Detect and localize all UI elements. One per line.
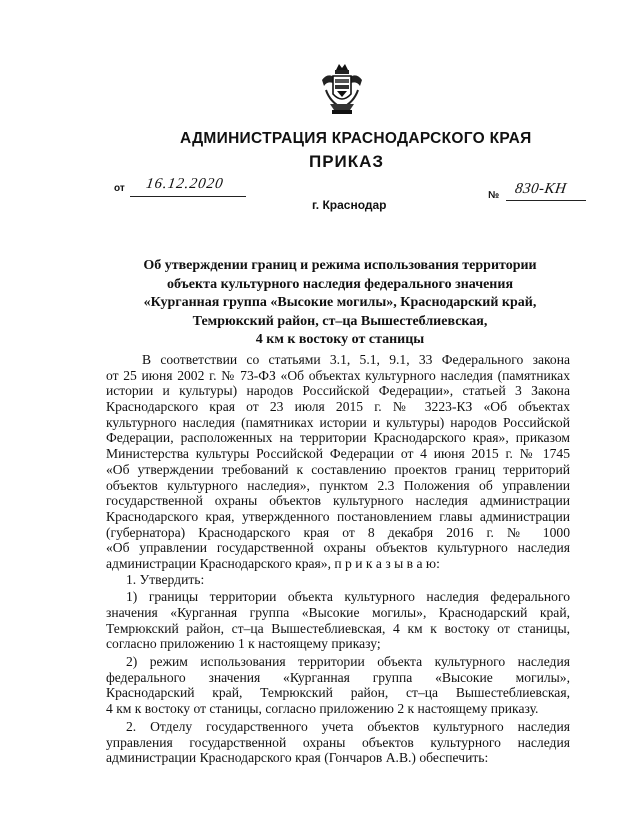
title-line: Темрюкский район, ст–ца Вышестеблиевская, <box>192 313 488 329</box>
item-1-heading: 1. Утвердить: <box>126 571 205 587</box>
item-2-line: управления государственной охраны объектов культурного наследия <box>106 734 570 750</box>
preamble-line: от 25 июня 2002 г. № 73-ФЗ «Об объектах культурного наследия (памятниках <box>106 367 570 383</box>
title-line: Об утверждении границ и режима использования территории <box>143 258 537 273</box>
date-underline <box>130 196 246 197</box>
title-line: «Курганная группа «Высокие могилы», Краснодарский край, <box>143 295 537 310</box>
item-1-2-line: федерального значения «Курганная группа «Высокие могилы», <box>106 669 570 685</box>
number-prefix: № <box>488 190 500 201</box>
item-1-2-line: 4 км к востоку от станицы, согласно приложению 2 к настоящему приказу. <box>106 701 539 717</box>
preamble-line: (губернатора) Краснодарского края от 8 декабря 2016 г. № 1000 <box>106 524 570 540</box>
preamble-line: «Об утверждении требований к составлению проектов границ территорий <box>106 461 570 477</box>
document-title <box>120 257 560 350</box>
preamble-line: В соответствии со статьями 3.1, 5.1, 9.1, 33 Федерального закона <box>142 352 570 367</box>
item-2-line: 2. Отделу государственного учета объектов культурного наследия <box>126 718 570 734</box>
number-underline <box>506 200 586 201</box>
item-1-1-line: 1) границы территории объекта культурного наследия федерального <box>126 589 570 605</box>
city: г. Краснодар <box>312 198 387 212</box>
item-1-2-line: 2) режим использования территории объекта культурного наследия <box>126 654 570 670</box>
preamble-line: «Об управлении государственной охраны объектов культурного наследия <box>106 540 570 556</box>
preamble-line: объектов культурного наследия», пунктом 2.3 Положения об управлении <box>106 477 570 493</box>
preamble-line: Краснодарского края, утвержденного постановлением главы администрации <box>106 508 570 524</box>
preamble-line: Федерации, расположенных на территории Краснодарского края», приказом <box>106 430 570 446</box>
document-body <box>106 352 570 766</box>
preamble-line: государственной охраны объектов культурного наследия администрации <box>106 493 570 509</box>
preamble-line: Министерства культуры Российской Федерации от 4 июня 2015 г. № 1745 <box>106 446 570 462</box>
preamble-line: администрации Краснодарского края», п р и к а з ы в а ю: <box>106 555 440 571</box>
preamble-line: истории и культуры) народов Российской Федерации», статьей 3 Закона <box>106 383 570 399</box>
date-prefix: от <box>114 183 125 194</box>
item-1-1-line: согласно приложению 1 к настоящему приказу; <box>106 636 381 652</box>
preamble-line: культурного наследия (памятниках истории и культуры) народов Российской <box>106 414 570 430</box>
title-line: объекта культурного наследия федерального значения <box>166 276 514 292</box>
item-1-1-line: Темрюкский район, ст–ца Вышестеблиевская, 4 км к востоку от станицы, <box>106 620 570 636</box>
preamble-line: Краснодарского края от 23 июля 2015 г. № 3223-КЗ «Об объектах <box>106 399 570 415</box>
organization-name: АДМИНИСТРАЦИЯ КРАСНОДАРСКОГО КРАЯ <box>180 130 532 147</box>
krasnodar-krai-coat-of-arms-icon <box>320 62 364 116</box>
number-handwritten: 830-КН <box>513 181 568 197</box>
document-type: ПРИКАЗ <box>309 152 385 171</box>
date-handwritten: 16.12.2020 <box>144 176 225 192</box>
title-line: 4 км к востоку от станицы <box>255 332 425 347</box>
item-1-1-line: значения «Курганная группа «Высокие могилы», Краснодарский край, <box>106 605 570 620</box>
item-2-line: администрации Краснодарского края (Гончаров А.В.) обеспечить: <box>106 750 489 766</box>
item-1-2-line: Краснодарский край, Темрюкский район, ст–ца Вышестеблиевская, <box>106 685 570 701</box>
